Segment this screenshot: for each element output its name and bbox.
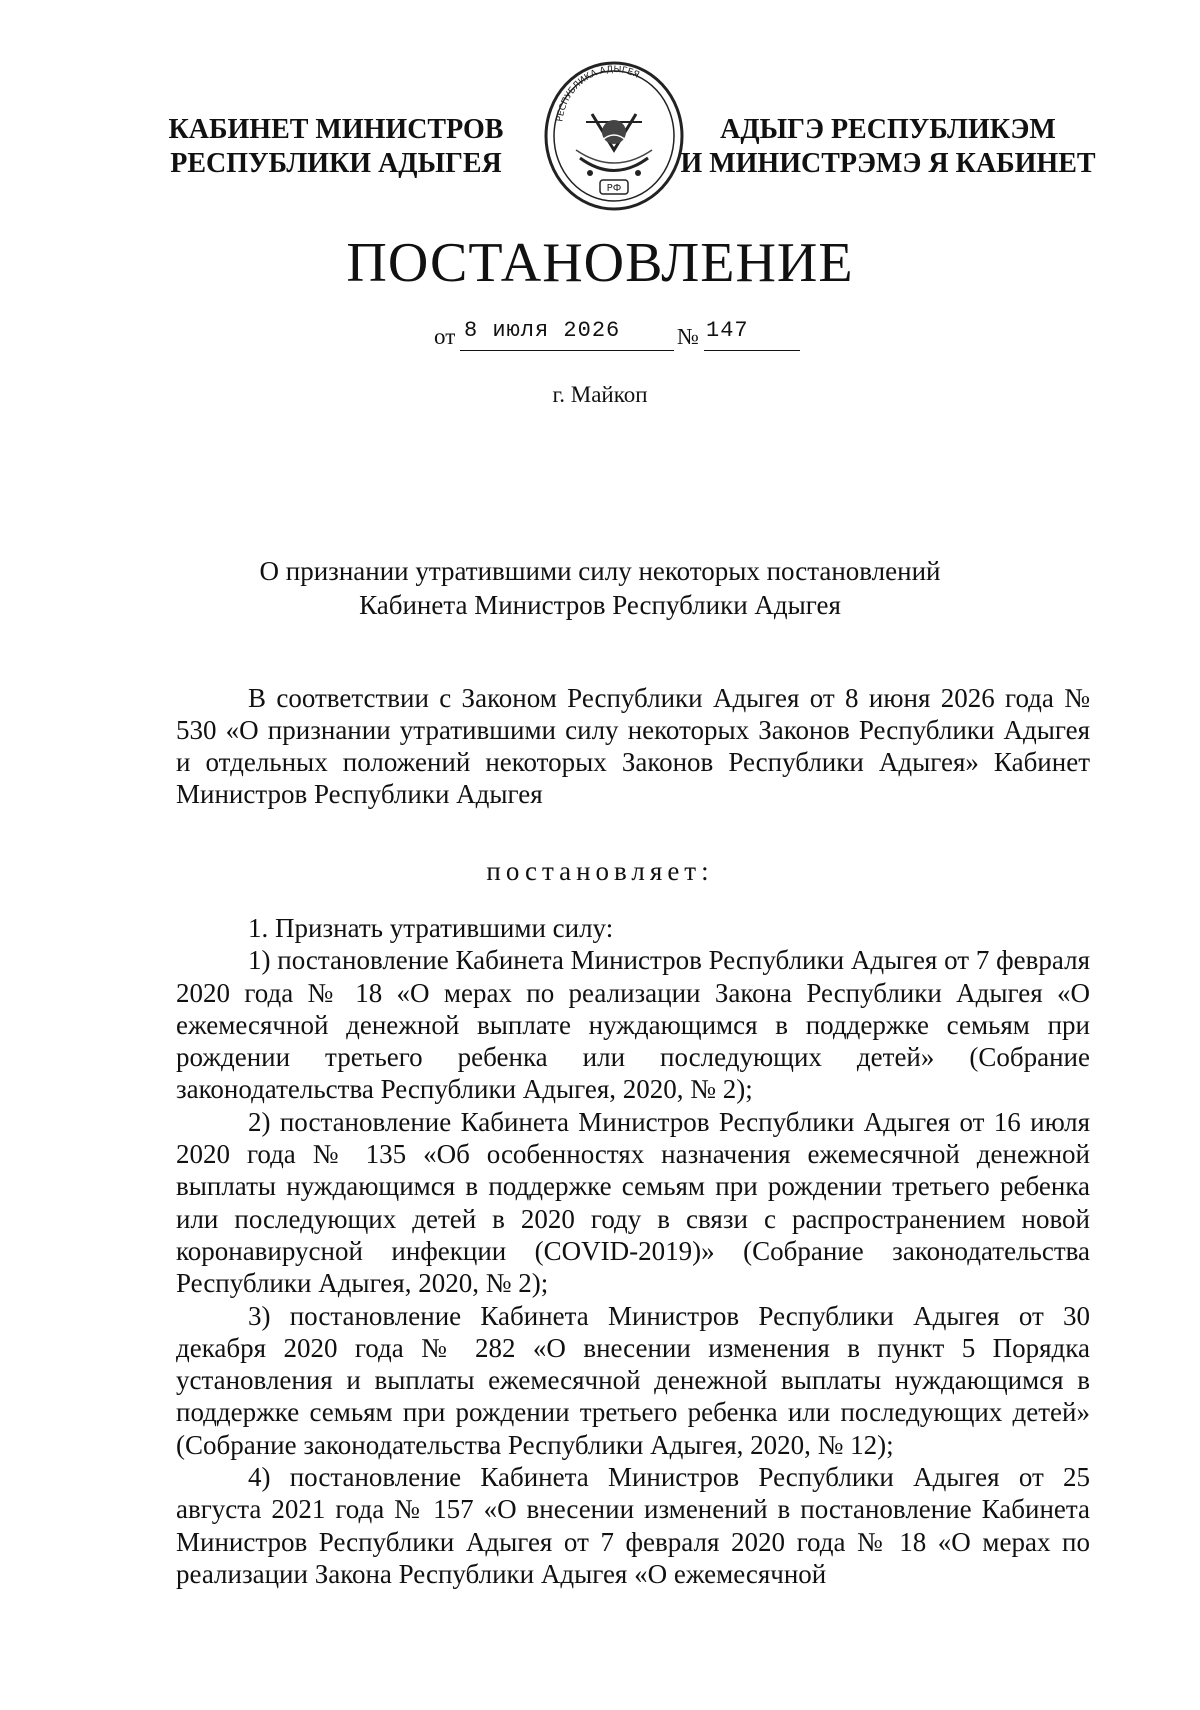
subject-line-2: Кабинета Министров Республики Адыгея (359, 590, 841, 620)
issuer-name-ady (678, 113, 1098, 181)
emblem-caption: РЕСПУБЛИКА АДЫГЕЯ (555, 64, 641, 123)
number-underline (704, 350, 800, 351)
preamble-text: В соответствии с Законом Республики Адыгея от 8 июня 2026 года № 530 «О признании утратившими силу некоторых Законов Республики Адыгея и отдельных положений некоторых Законов Республики Адыгея» Кабинет Министров Республики Адыгея (176, 683, 1090, 809)
list-item: 4) постановление Кабинета Министров Республики Адыгея от 25 августа 2021 года № 157 «О внесении изменений в постановление Кабинета Министров Республики Адыгея от 7 февраля 2020 года № 18 «О мерах по реализации Закона Республики Адыгея «О ежемесячной (176, 1462, 1090, 1589)
preamble (176, 682, 1090, 810)
number-prefix: № (677, 324, 699, 349)
item-intro: 1. Признать утратившими силу: (248, 913, 614, 943)
issuer-ady-line-1: АДЫГЭ РЕСПУБЛИКЭМ (720, 114, 1056, 145)
issuer-line-2: РЕСПУБЛИКИ АДЫГЕЯ (170, 148, 502, 179)
list-item: 2) постановление Кабинета Министров Республики Адыгея от 16 июля 2020 года № 135 «Об особенностях назначения ежемесячной денежной выплаты нуждающимся в поддержке семьям при рождении третьего ребенка или последующих детей в 2020 году в связи с распространением новой коронавирусной инфекции (COVID-2019)» (Собрание законодательства Республики Адыгея, 2020, № 2); (176, 1106, 1090, 1299)
coat-of-arms-emblem (540, 58, 688, 214)
date-prefix: от (434, 324, 456, 349)
date-underline (460, 350, 674, 351)
list-item: 1) постановление Кабинета Министров Республики Адыгея от 7 февраля 2020 года № 18 «О мерах по реализации Закона Республики Адыгея «О ежемесячной денежной выплате нуждающимся в поддержке семьям при рождении третьего ребенка или последующих детей» (Собрание законодательства Республики Адыгея, 2020, № 2); (176, 945, 1090, 1105)
issuer-ady-line-2: И МИНИСТРЭМЭ Я КАБИНЕТ (680, 148, 1096, 179)
issuer-line-1: КАБИНЕТ МИНИСТРОВ (168, 114, 504, 145)
date-value: 8 июля 2026 (464, 318, 621, 343)
list-item: 3) постановление Кабинета Министров Республики Адыгея от 30 декабря 2020 года № 282 «О внесении изменения в пункт 5 Порядка установления и выплаты ежемесячной денежной выплаты нуждающимся в поддержке семьям при рождении третьего ребенка или последующих детей» (Собрание законодательства Республики Адыгея, 2020, № 12); (176, 1300, 1090, 1460)
issuer-name-ru (150, 113, 522, 181)
number-value: 147 (706, 318, 749, 343)
emblem-rf-label: РФ (606, 183, 622, 194)
document-subject (0, 554, 1200, 622)
resolution-items (176, 912, 1090, 1590)
city: г. Майкоп (552, 382, 648, 407)
subject-line-1: О признании утратившими силу некоторых постановлений (259, 556, 941, 586)
document-title: ПОСТАНОВЛЕНИЕ (346, 232, 854, 294)
date-number-line (434, 318, 834, 354)
resolves-word: постановляет: (486, 856, 714, 886)
